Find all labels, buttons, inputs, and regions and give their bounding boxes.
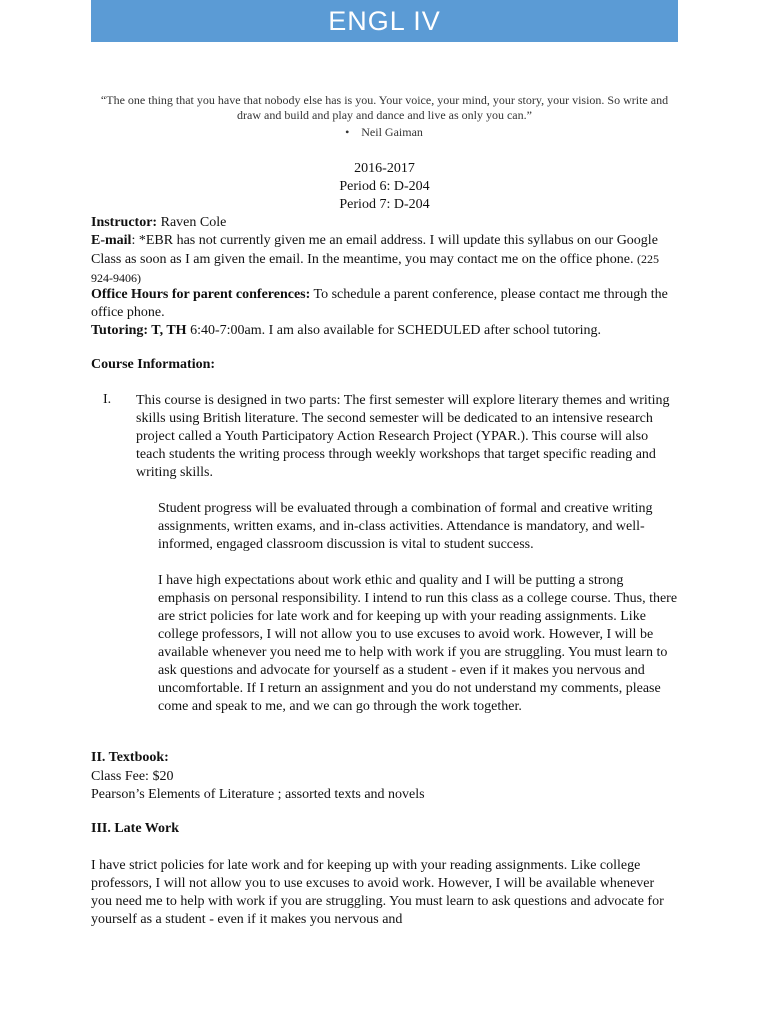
period-6: Period 6: D-204 [339, 179, 430, 194]
phone-number: (225 924-9406) [91, 252, 659, 285]
expectations: I have high expectations about work ethic and quality and I will be putting a strong emphasis on personal responsibility. I intend to run this class as a college course. Thus, there are strict policies for late work and for keeping up with your reading assignments. Like college professors, I will not allow you to use excuses to avoid work. However, I will be available whenever you need me to help with work if you are struggling. You must learn to ask questions and advocate for yourself as a student - even if it makes you nervous and uncomfortable. If I return an assignment and you do not understand my comments, please come and speak to me, and we can go through the work together. [158, 573, 678, 714]
page-title: ENGL IV [328, 5, 441, 36]
tutoring-text: 6:40-7:00am. I am also available for SCHEDULED after school tutoring. [186, 323, 602, 338]
school-year: 2016-2017 [354, 161, 415, 176]
class-fee: Class Fee: $20 [91, 769, 174, 784]
email-line [91, 232, 681, 288]
tutoring-line [91, 322, 681, 340]
late-work-heading: III. Late Work [91, 821, 180, 836]
textbook-list: Pearson’s Elements of Literature ; assorted texts and novels [91, 787, 425, 802]
student-progress: Student progress will be evaluated through a combination of formal and creative writing assignments, written exams, and in-class activities. Attendance is mandatory, and well-informed, engaged classroom discussion is vital to student success. [158, 501, 653, 552]
quote-text: “The one thing that you have that nobody else has is you. Your voice, your mind, your story, your vision. So write and draw and build and play and dance and live as only you can.” [100, 93, 669, 122]
textbook-heading: II. Textbook: [91, 750, 169, 765]
section-numeral: I. [103, 392, 112, 407]
office-hours-label: Office Hours for parent conferences: [91, 287, 311, 302]
course-description: This course is designed in two parts: The first semester will explore literary themes and writing skills using British literature. The second semester will be dedicated to an intensive research project called a Youth Participatory Action Research Project (YPAR.). This course will also teach students the writing process through weekly workshops that target specific reading and writing skills. [136, 393, 670, 480]
email-text: : *EBR has not currently given me an email address. I will update this syllabus on our Google Class as soon as I am given the email. In the meantime, you may contact me on the office phone. [91, 233, 658, 267]
office-hours-line [91, 286, 681, 322]
title-banner [91, 0, 678, 42]
tutoring-label: Tutoring: T, TH [91, 323, 187, 338]
course-info-heading: Course Information: [91, 357, 216, 372]
late-work-text: I have strict policies for late work and for keeping up with your reading assignments. Like college professors, I will not allow you to use excuses to avoid work. However, I will be available whenever you need me to help with work if you are struggling. You must learn to ask questions and advocate for yourself as a student - even if it makes you nervous and [91, 858, 664, 927]
quote-author [0, 125, 768, 140]
office-hours-text: To schedule a parent conference, please contact me through the office phone. [91, 287, 668, 320]
instructor-line [91, 214, 681, 232]
bullet-icon: • [345, 125, 350, 139]
quote-author-name: Neil Gaiman [361, 125, 423, 139]
period-7: Period 7: D-204 [339, 197, 430, 212]
email-label: E-mail [91, 233, 132, 248]
instructor-label: Instructor: [91, 215, 158, 230]
instructor-name: Raven Cole [157, 215, 227, 230]
